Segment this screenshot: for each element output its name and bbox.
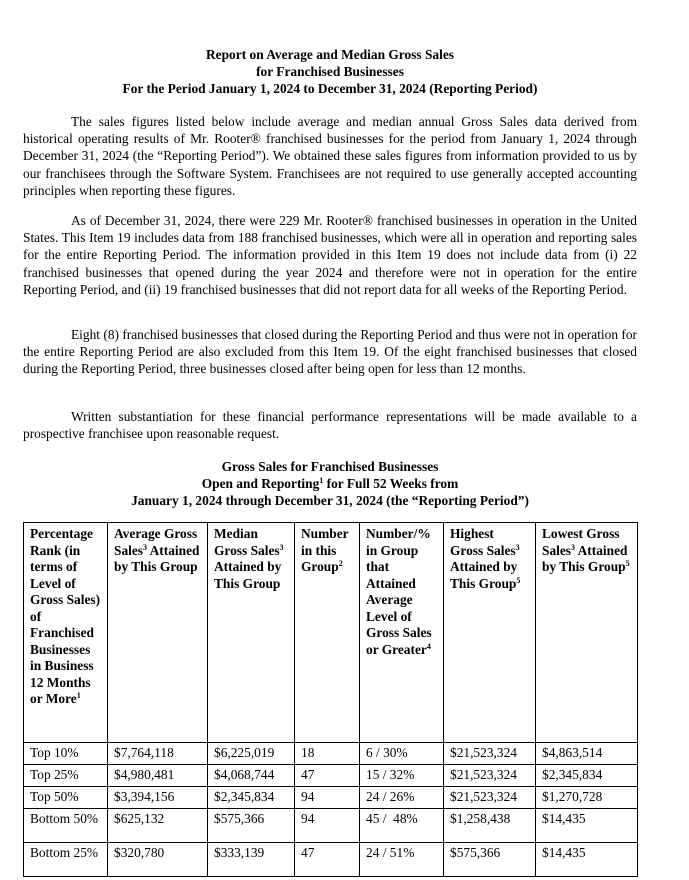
header-number-in-group [295, 523, 360, 743]
cell-median: $2,345,834 [208, 787, 295, 809]
footnote-marker: 1 [319, 476, 324, 485]
header-text-tail: Attained by This Group [542, 542, 628, 574]
cell-highest: $21,523,324 [444, 765, 536, 787]
footnote-marker: 3 [515, 542, 520, 552]
cell-median: $4,068,744 [208, 765, 295, 787]
table-row [24, 765, 638, 787]
table-title-line-2 [23, 475, 637, 492]
cell-count: 18 [295, 743, 360, 765]
cell-lowest: $14,435 [536, 809, 638, 843]
cell-lowest: $1,270,728 [536, 787, 638, 809]
cell-average: $4,980,481 [108, 765, 208, 787]
header-average-gross-sales [108, 523, 208, 743]
table-row [24, 843, 638, 877]
cell-rank: Top 25% [24, 765, 108, 787]
footnote-marker: 5 [625, 559, 630, 568]
cell-highest: $1,258,438 [444, 809, 536, 843]
cell-count: 47 [295, 765, 360, 787]
header-text: Lowest Gross Sales [542, 526, 620, 558]
cell-rank: Bottom 50% [24, 809, 108, 843]
header-number-percent-attained-average [360, 523, 444, 743]
gross-sales-table [23, 522, 638, 877]
cell-average: $625,132 [108, 809, 208, 843]
header-lowest-gross-sales [536, 523, 638, 743]
cell-count: 47 [295, 843, 360, 877]
header-text-tail: Attained by This Group [450, 559, 518, 591]
header-text: Average Gross Sales [114, 526, 198, 558]
table-title-line-2-text: Open and Reporting [201, 476, 320, 491]
header-median-gross-sales [208, 523, 295, 743]
header-text: Number/% in Group that Attained Average Level of Gross Sales or Greater [366, 526, 432, 657]
cell-average: $3,394,156 [108, 787, 208, 809]
cell-lowest: $14,435 [536, 843, 638, 877]
cell-attained: 24 / 26% [360, 787, 444, 809]
cell-count: 94 [295, 787, 360, 809]
header-percentage-rank [24, 523, 108, 743]
report-title [23, 46, 637, 97]
document-page [23, 46, 637, 508]
table-title-line-3: January 1, 2024 through December 31, 2024 (the “Reporting Period”) [131, 493, 529, 508]
paragraph-businesses-in-operation: As of December 31, 2024, there were 229 Mr. Rooter® franchised businesses in operation in the United States. This Item 19 includes data from 188 franchised businesses, which were all in operation and reporting sales for the entire Reporting Period. The information provided in this Item 19 does not include data from (i) 22 franchised businesses that opened during the year 2024 and therefore were not in operation for the entire Reporting Period, and (ii) 19 franchised businesses that did not report data for all weeks of the Reporting Period. [23, 213, 637, 297]
cell-median: $575,366 [208, 809, 295, 843]
table-header-row [24, 523, 638, 743]
footnote-marker: 4 [426, 641, 431, 651]
header-text-tail: Attained by This Group [214, 559, 282, 591]
table-title-line-1: Gross Sales for Franchised Businesses [221, 459, 439, 474]
report-title-line-1: Report on Average and Median Gross Sales [206, 47, 454, 62]
table-title [23, 458, 637, 509]
cell-average: $320,780 [108, 843, 208, 877]
paragraph-sales-figures: The sales figures listed below include average and median annual Gross Sales data derived from historical operating results of Mr. Rooter® franchised businesses for the period from January 1, 2024 through December 31, 2024 (the “Reporting Period”). We obtained these sales figures from information provided to us by our franchisees through the Software System. Franchisees are not required to use generally accepted accounting principles when reporting these figures. [23, 114, 637, 198]
header-text: Highest Gross Sales [450, 526, 516, 558]
cell-median: $6,225,019 [208, 743, 295, 765]
cell-attained: 45 / 48% [360, 809, 444, 843]
report-title-line-2: for Franchised Businesses [256, 64, 404, 79]
cell-average: $7,764,118 [108, 743, 208, 765]
report-title-line-3: For the Period January 1, 2024 to December 31, 2024 (Reporting Period) [122, 81, 538, 96]
table-row [24, 809, 638, 843]
paragraph-closed-businesses: Eight (8) franchised businesses that closed during the Reporting Period and thus were not in operation for the entire Reporting Period are also excluded from this Item 19. Of the eight franchised businesses that closed during the Reporting Period, three businesses closed after being open for less than 12 months. [23, 327, 637, 377]
cell-lowest: $2,345,834 [536, 765, 638, 787]
footnote-marker: 3 [571, 542, 576, 552]
cell-rank: Top 50% [24, 787, 108, 809]
cell-highest: $21,523,324 [444, 787, 536, 809]
footnote-marker: 5 [516, 575, 521, 585]
header-text-tail: Attained by This Group [114, 542, 200, 574]
cell-lowest: $4,863,514 [536, 743, 638, 765]
footnote-marker: 2 [338, 559, 343, 568]
cell-attained: 24 / 51% [360, 843, 444, 877]
table-row [24, 743, 638, 765]
cell-highest: $21,523,324 [444, 743, 536, 765]
header-text: Percentage Rank (in terms of Level of Gross Sales) of Franchised Businesses in Business 12 Months or More [30, 526, 101, 706]
footnote-marker: 1 [76, 691, 81, 700]
cell-highest: $575,366 [444, 843, 536, 877]
header-text: Median Gross Sales [214, 526, 280, 558]
header-highest-gross-sales [444, 523, 536, 743]
cell-rank: Bottom 25% [24, 843, 108, 877]
cell-count: 94 [295, 809, 360, 843]
paragraph-substantiation: Written substantiation for these financial performance representations will be made available to a prospective franchisee upon reasonable request. [23, 409, 637, 442]
footnote-marker: 3 [143, 542, 148, 552]
cell-median: $333,139 [208, 843, 295, 877]
footnote-marker: 3 [279, 542, 284, 552]
table-row [24, 787, 638, 809]
cell-rank: Top 10% [24, 743, 108, 765]
cell-attained: 6 / 30% [360, 743, 444, 765]
table-title-line-2-tail: for Full 52 Weeks from [323, 476, 459, 491]
cell-attained: 15 / 32% [360, 765, 444, 787]
header-text: Number in this Group [301, 526, 349, 574]
